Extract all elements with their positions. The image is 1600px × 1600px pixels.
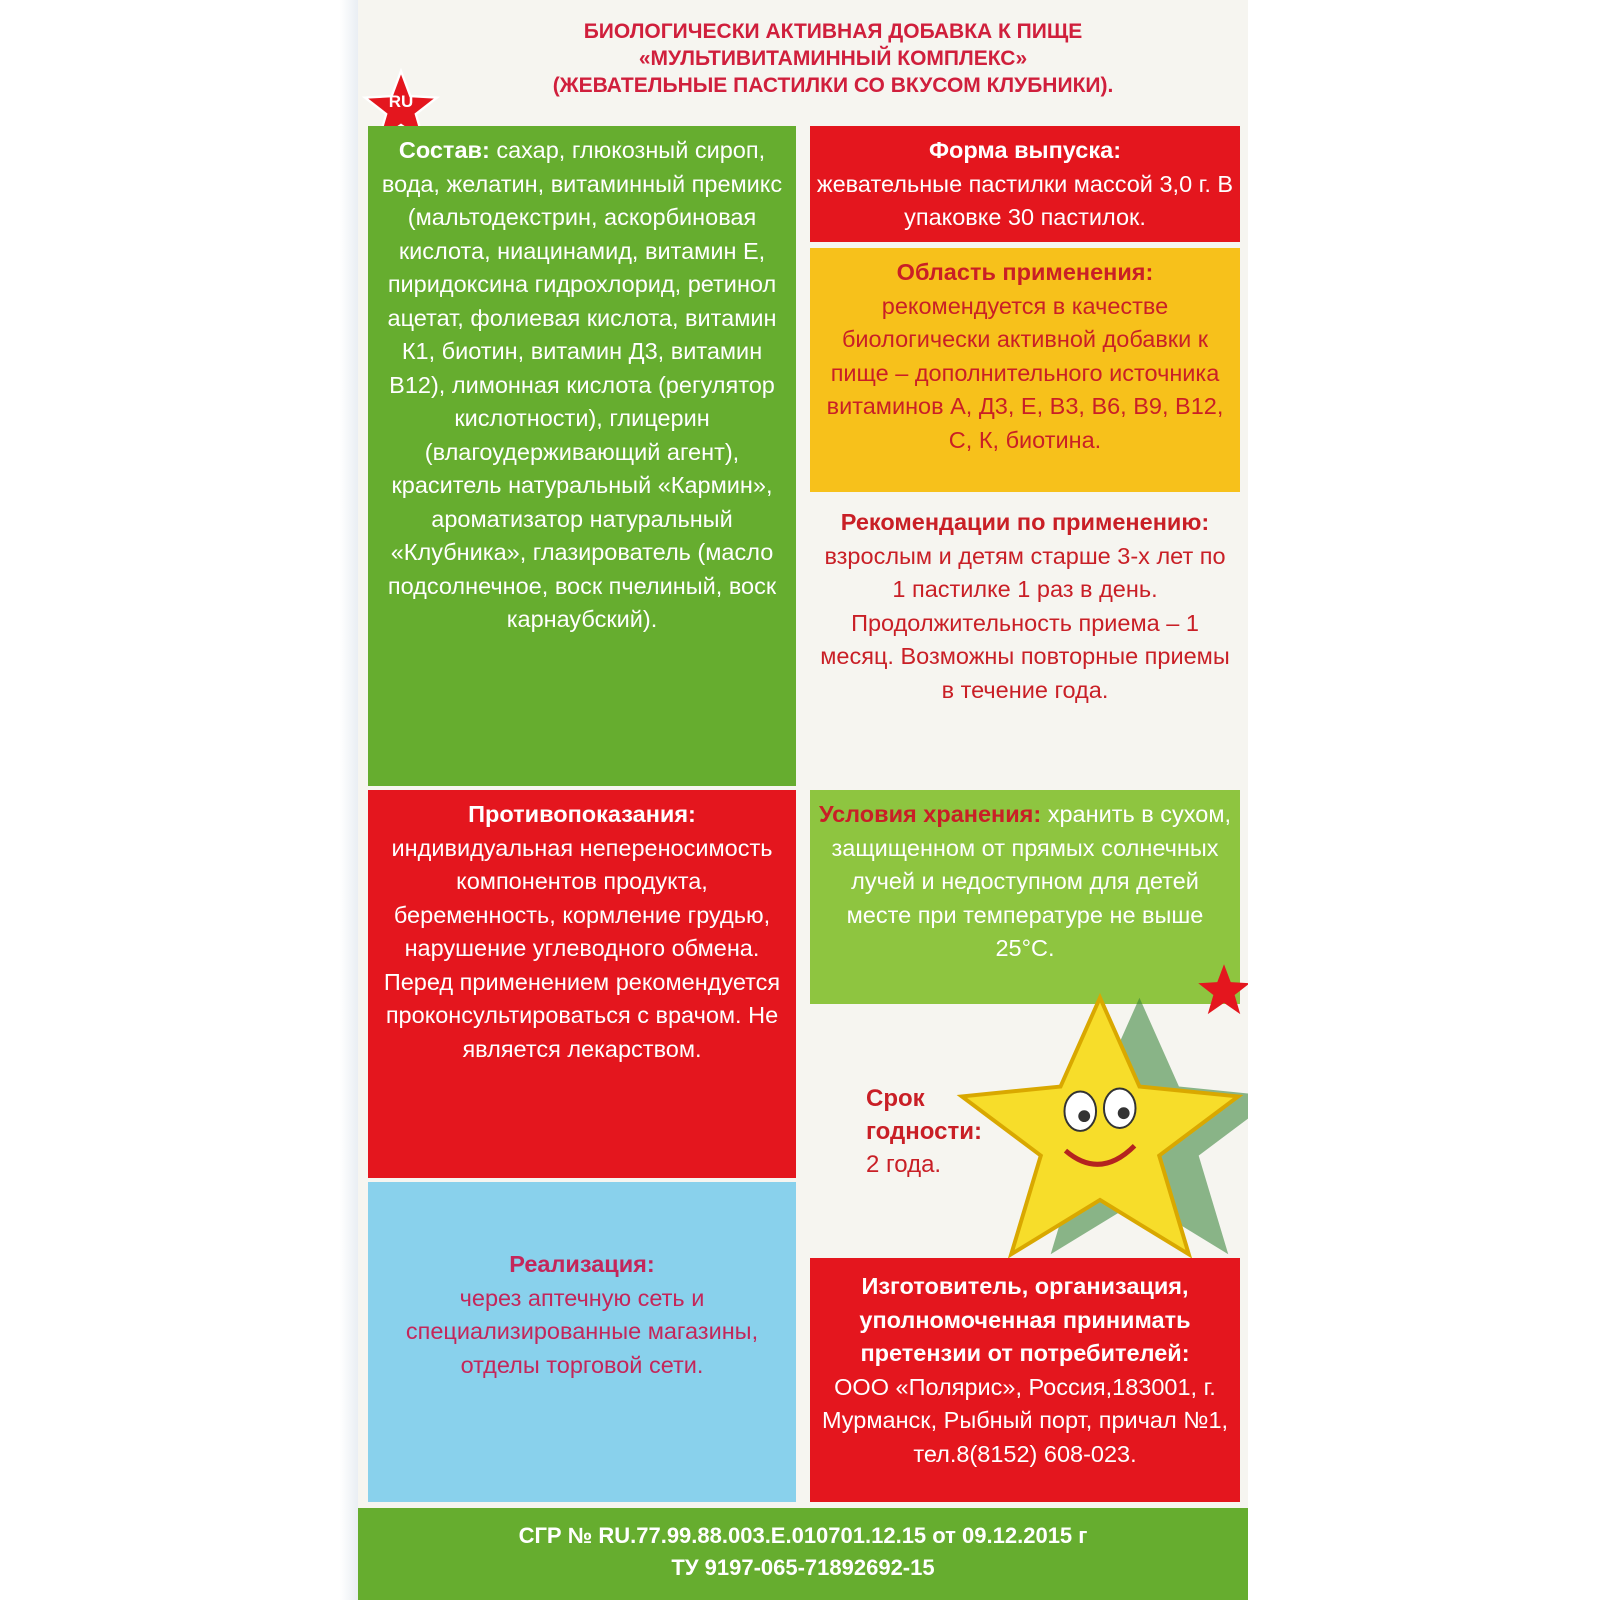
composition-title: Состав:: [398, 137, 497, 163]
contraindications-text: индивидуальная непереносимость компонентов продукта, беременность, кормление грудью, нарушение углеводного обмена. Перед применением рекомендуется проконсультироваться с врачом. Не является лекарством.: [383, 834, 781, 1062]
background-edge: [340, 0, 358, 1600]
manufacturer-block: [810, 1258, 1240, 1502]
manufacturer-title: Изготовитель, организация, уполномоченная принимать претензии от потребителей:: [859, 1273, 1191, 1366]
usage-area-block: [810, 248, 1240, 492]
ru-label: RU: [388, 92, 414, 111]
shelf-life-value: 2 года.: [866, 1151, 942, 1178]
composition-block: [368, 126, 796, 786]
release-form-text: жевательные пастилки массой 3,0 г. В упаковке 30 пастилок.: [816, 170, 1234, 230]
usage-area-title: Область применения:: [896, 259, 1154, 285]
product-header: [358, 18, 1248, 99]
contraindications-title: Противопоказания:: [468, 801, 696, 827]
sgr-number: СГР № RU.77.99.88.003.E.010701.12.15 от 09.12.2015 г: [518, 1523, 1088, 1548]
recommendations-title: Рекомендации по применению:: [840, 509, 1210, 535]
manufacturer-text: ООО «Полярис», Россия,183001, г. Мурманск, Рыбный порт, причал №1, тел.8(8152) 608-023.: [821, 1373, 1229, 1467]
footer-registration: [358, 1508, 1248, 1600]
header-line-2: «МУЛЬТИВИТАМИННЫЙ КОМПЛЕКС»: [638, 47, 1028, 70]
recommendations-text: взрослым и детям старше 3-х лет по 1 пастилке 1 раз в день. Продолжительность приема – 1 месяц. Возможны повторные приемы в течение года.: [820, 542, 1230, 703]
storage-title: Условия хранения:: [818, 801, 1048, 827]
distribution-text: через аптечную сеть и специализированные магазины, отделы торговой сети.: [405, 1284, 759, 1378]
distribution-title: Реализация:: [509, 1251, 655, 1277]
shelf-life-title: Срок годности:: [866, 1085, 982, 1145]
header-line-1: БИОЛОГИЧЕСКИ АКТИВНАЯ ДОБАВКА К ПИЩЕ: [583, 20, 1083, 43]
star-mascot-icon: [952, 978, 1248, 1274]
release-form-block: [810, 126, 1240, 242]
storage-text: хранить в сухом, защищенном от прямых солнечных лучей и недоступном для детей месте при температуре не выше 25°С.: [831, 801, 1232, 961]
header-line-3: (ЖЕВАТЕЛЬНЫЕ ПАСТИЛКИ СО ВКУСОМ КЛУБНИКИ).: [552, 74, 1114, 97]
small-star-icon: [1196, 962, 1248, 1018]
contraindications-block: [368, 790, 796, 1178]
tu-number: ТУ 9197-065-71892692-15: [671, 1555, 935, 1580]
usage-area-text: рекомендуется в качестве биологически активной добавки к пище – дополнительного источника витаминов А, Д3, Е, В3, В6, В9, В12, С, К, биотина.: [826, 292, 1224, 453]
distribution-block: [368, 1182, 796, 1502]
composition-text: сахар, глюкозный сироп, вода, желатин, витаминный премикс (мальтодекстрин, аскорбиновая кислота, ниацинамид, витамин Е, пиридоксина гидрохлорид, ретинол ацетат, фолиевая кислота, витамин К1, биотин, витамин Д3, витамин В12), лимонная кислота (регулятор кислотности), глицерин (влагоудерживающий агент), краситель натуральный «Кармин», ароматизатор натуральный «Клубника», глазирователь (масло подсолнечное, воск пчелиный, воск карнаубский).: [381, 137, 783, 632]
release-form-title: Форма выпуска:: [928, 137, 1122, 163]
storage-block: [810, 790, 1240, 1004]
recommendations-block: [810, 498, 1240, 786]
label-panel: [358, 0, 1248, 1600]
